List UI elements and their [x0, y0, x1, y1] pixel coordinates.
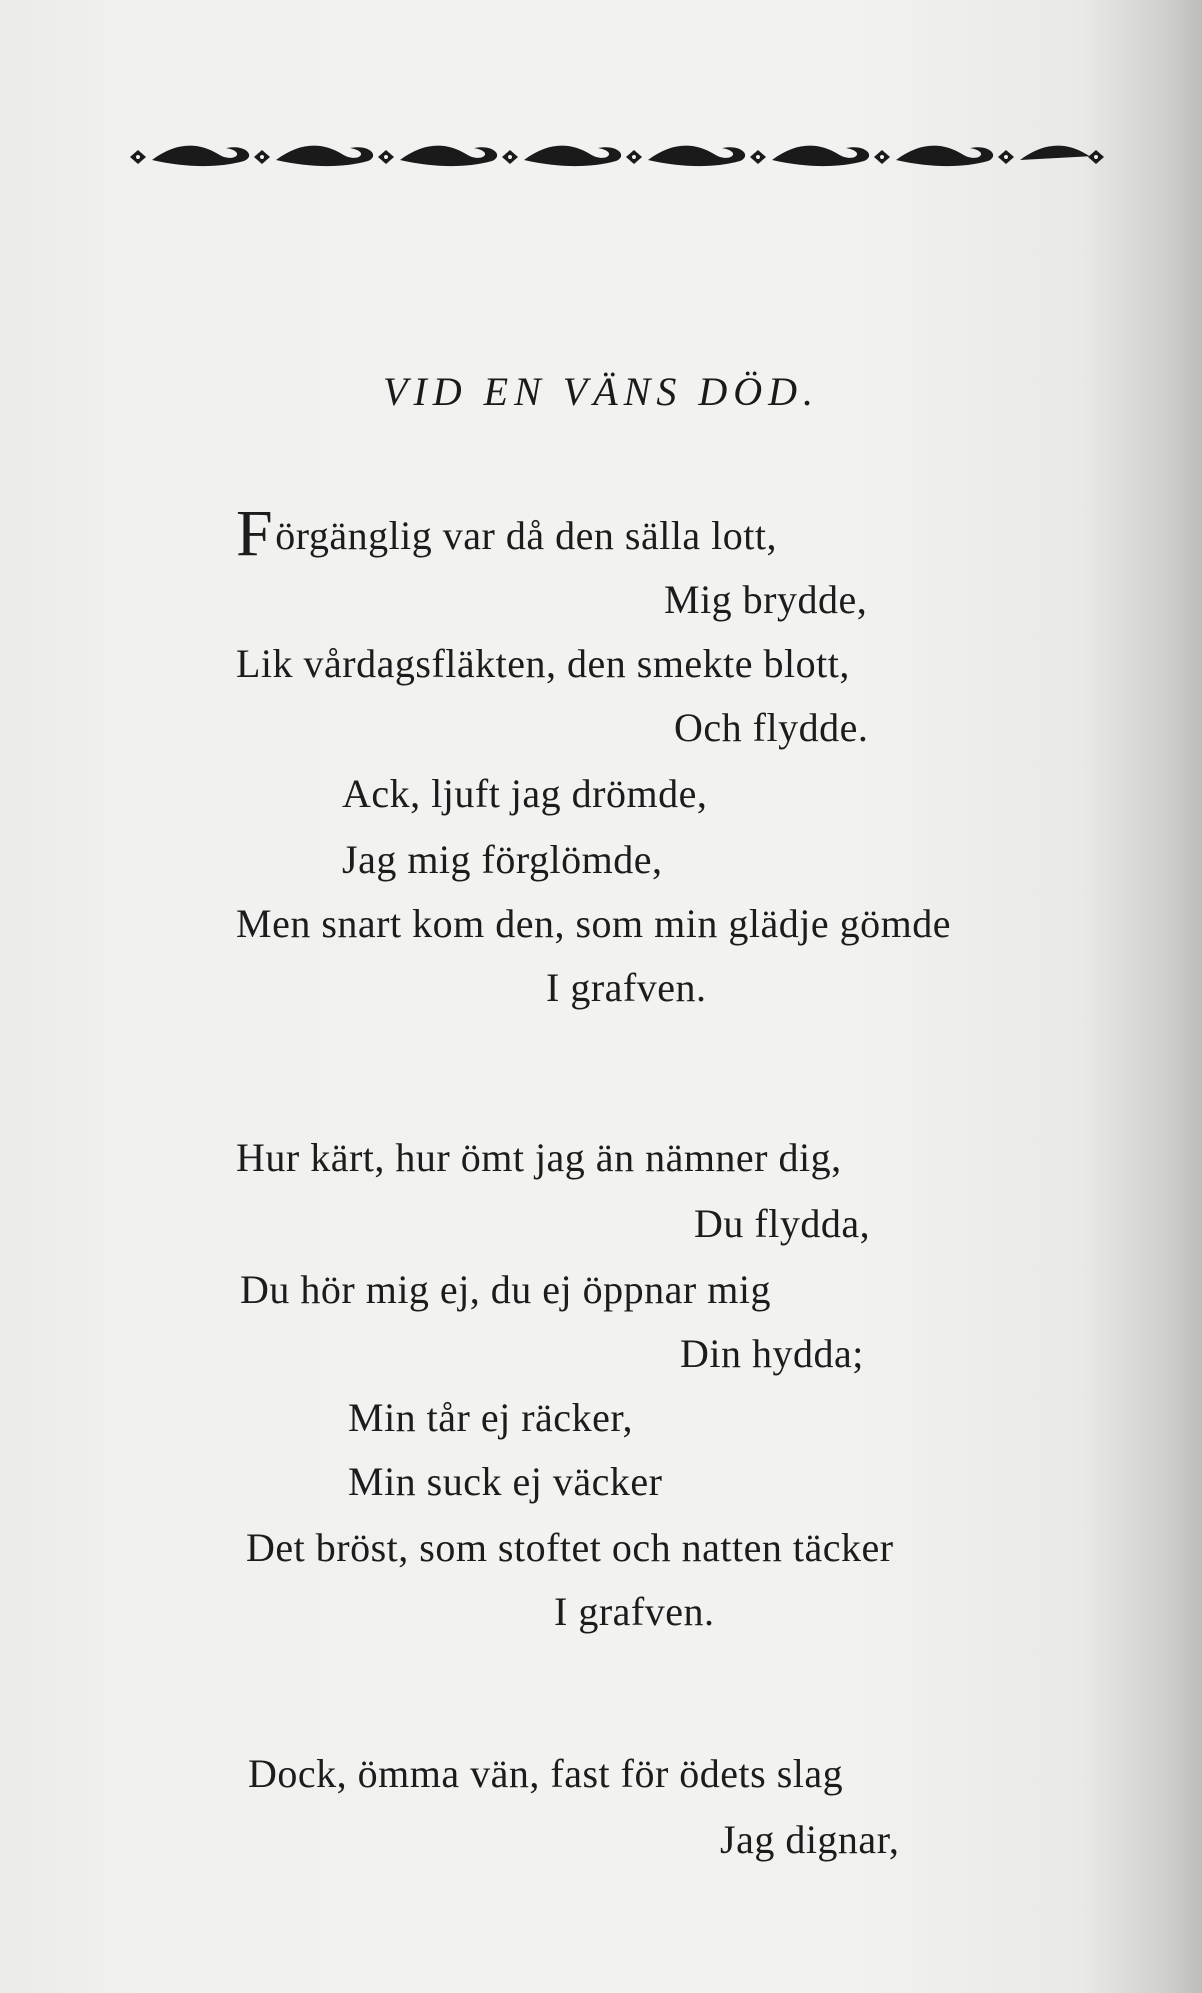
poem-line: Min suck ej väcker — [348, 1459, 663, 1504]
poem-line: Dock, ömma vän, fast för ödets slag — [248, 1751, 844, 1796]
poem-line: Min tår ej räcker, — [348, 1395, 634, 1440]
poem-line: Lik vårdagsfläkten, den smekte blott, — [236, 641, 850, 686]
poem-line: Jag mig förglömde, — [342, 837, 663, 882]
poem-line: Hur kärt, hur ömt jag än nämner dig, — [236, 1135, 842, 1180]
poem-line: I grafven. — [554, 1589, 715, 1634]
poem-line: Du hör mig ej, du ej öppnar mig — [240, 1267, 771, 1312]
poem-line: I grafven. — [546, 965, 707, 1010]
poem-line-1 — [236, 497, 778, 570]
decorative-border-ornament — [128, 134, 1106, 180]
poem-title: VID EN VÄNS DÖD. — [383, 369, 819, 414]
poem-line: Och flydde. — [674, 705, 869, 750]
poem-line: Du flydda, — [694, 1201, 871, 1246]
poem-line: Din hydda; — [680, 1331, 864, 1376]
poem-line: Jag dignar, — [720, 1817, 900, 1862]
drop-cap: F — [236, 497, 274, 570]
poem-line-1-text: örgänglig var då den sälla lott, — [275, 513, 778, 558]
poem-line: Men snart kom den, som min glädje gömde — [236, 901, 951, 946]
poem-line: Det bröst, som stoftet och natten täcker — [246, 1525, 894, 1570]
poem-line: Mig brydde, — [664, 577, 868, 622]
poem-line: Ack, ljuft jag drömde, — [342, 771, 708, 816]
